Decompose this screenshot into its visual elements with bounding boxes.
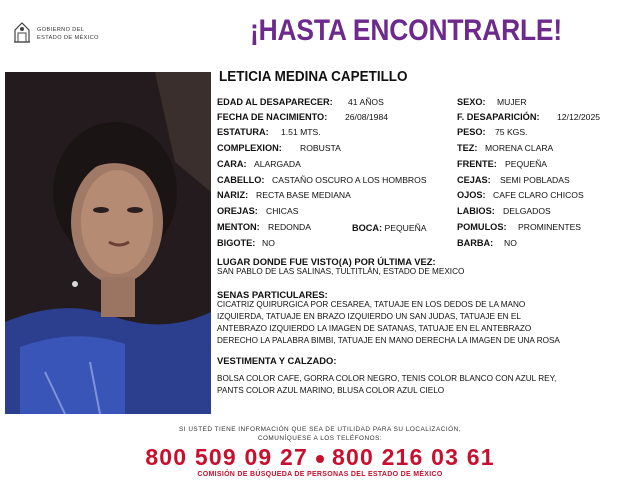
field-hair-label: CABELLO: bbox=[217, 175, 265, 185]
field-beard bbox=[457, 238, 517, 248]
field-cheekbones bbox=[457, 222, 582, 232]
field-cheekbones-value: PROMINENTES bbox=[518, 222, 582, 232]
field-ears-label: OREJAS: bbox=[217, 206, 258, 216]
field-face bbox=[217, 159, 301, 169]
field-mouth-label: BOCA: bbox=[352, 223, 383, 233]
field-disappearance-date-label: F. DESAPARICIÓN: bbox=[457, 112, 540, 122]
field-weight bbox=[457, 127, 528, 137]
field-weight-value: 75 KGS. bbox=[495, 127, 528, 137]
field-skin-tone-value: MORENA CLARA bbox=[485, 143, 554, 153]
field-beard-label: BARBA: bbox=[457, 238, 494, 248]
field-mustache bbox=[217, 238, 275, 248]
field-nose bbox=[217, 190, 351, 200]
field-age-value: 41 AÑOS bbox=[348, 97, 384, 107]
portrait-illustration bbox=[5, 72, 211, 414]
field-face-label: CARA: bbox=[217, 159, 247, 169]
marks-line: CICATRIZ QUIRURGICA POR CESAREA, TATUAJE EN LOS DEDOS DE LA MANO bbox=[217, 300, 526, 309]
field-mouth-value: PEQUEÑA bbox=[384, 223, 427, 233]
person-name: LETICIA MEDINA CAPETILLO bbox=[219, 69, 408, 85]
field-age bbox=[217, 97, 384, 107]
field-beard-value: NO bbox=[504, 238, 517, 248]
field-lips-label: LABIOS: bbox=[457, 206, 495, 216]
field-eyebrows bbox=[457, 175, 570, 185]
field-forehead-label: FRENTE: bbox=[457, 159, 497, 169]
commission-name: COMISIÓN DE BÚSQUEDA DE PERSONAS DEL ESTADO DE MÉXICO bbox=[197, 471, 443, 478]
field-face-value: ALARGADA bbox=[254, 159, 301, 169]
field-birthdate-label: FECHA DE NACIMIENTO: bbox=[217, 112, 328, 122]
field-chin-value: REDONDA bbox=[268, 222, 311, 232]
field-skin-tone-label: TEZ: bbox=[457, 143, 478, 153]
phone-number-2[interactable]: 800 216 03 61 bbox=[332, 444, 495, 470]
government-name-line1: GOBIERNO DEL bbox=[37, 27, 85, 33]
field-eyebrows-label: CEJAS: bbox=[457, 175, 491, 185]
field-build bbox=[217, 143, 341, 153]
field-disappearance-date bbox=[457, 112, 601, 122]
field-chin bbox=[217, 222, 311, 232]
field-birthdate-value: 26/08/1984 bbox=[345, 112, 389, 122]
field-build-label: COMPLEXION: bbox=[217, 143, 282, 153]
clothing-line: BOLSA COLOR CAFE, GORRA COLOR NEGRO, TENIS COLOR BLANCO CON AZUL REY, bbox=[217, 374, 557, 383]
field-cheekbones-label: POMULOS: bbox=[457, 222, 507, 232]
marks-line: DERECHO LA PALABRA BIMBI, TATUAJE EN MANO DERECHA LA IMAGEN DE UNA ROSA bbox=[217, 336, 560, 345]
contact-info-line1: SI USTED TIENE INFORMACIÓN QUE SEA DE UTILIDAD PARA SU LOCALIZACIÓN, bbox=[179, 426, 461, 433]
missing-person-photo bbox=[5, 72, 211, 414]
last-seen-location: SAN PABLO DE LAS SALINAS, TULTITLÁN, ESTADO DE MEXICO bbox=[217, 267, 465, 276]
field-birthdate bbox=[217, 112, 389, 122]
field-hair-value: CASTAÑO OSCURO A LOS HOMBROS bbox=[272, 175, 427, 185]
field-mustache-label: BIGOTE: bbox=[217, 238, 256, 248]
contact-info-line2: COMUNÍQUESE A LOS TELÉFONOS: bbox=[257, 435, 383, 442]
field-skin-tone bbox=[457, 143, 554, 153]
field-build-value: ROBUSTA bbox=[300, 143, 341, 153]
marks-line: IZQUIERDA, TATUAJE EN BRAZO IZQUIERDO UN SAN JUDAS, TATUAJE EN EL bbox=[217, 312, 521, 321]
field-mouth bbox=[352, 223, 427, 233]
field-sex-label: SEXO: bbox=[457, 97, 486, 107]
field-height-label: ESTATURA: bbox=[217, 127, 269, 137]
field-eyes-value: CAFE CLARO CHICOS bbox=[493, 190, 584, 200]
phone-number-1[interactable]: 800 509 09 27 bbox=[145, 444, 308, 470]
field-ears-value: CHICAS bbox=[266, 206, 299, 216]
government-name-line2: ESTADO DE MÉXICO bbox=[37, 35, 99, 41]
field-nose-value: RECTA BASE MEDIANA bbox=[256, 190, 351, 200]
separator-dot-icon bbox=[316, 455, 324, 463]
field-chin-label: MENTON: bbox=[217, 222, 260, 232]
government-logo bbox=[10, 18, 110, 48]
field-height-value: 1.51 MTS. bbox=[281, 127, 321, 137]
field-ears bbox=[217, 206, 299, 216]
field-forehead bbox=[457, 159, 548, 169]
field-sex-value: MUJER bbox=[497, 97, 527, 107]
field-weight-label: PESO: bbox=[457, 127, 486, 137]
field-forehead-value: PEQUEÑA bbox=[505, 159, 548, 169]
marks-line: ANTEBRAZO IZQUIERDO LA IMAGEN DE SATANAS, TATUAJE EN EL ANTEBRAZO bbox=[217, 324, 532, 333]
distinguishing-marks-heading: SENAS PARTICULARES: bbox=[217, 289, 328, 300]
clothing-heading: VESTIMENTA Y CALZADO: bbox=[217, 355, 337, 366]
clothing-line: PANTS COLOR AZUL MARINO, BLUSA COLOR AZUL CIELO bbox=[217, 386, 445, 395]
last-seen-heading: LUGAR DONDE FUE VISTO(A) POR ÚLTIMA VEZ: bbox=[217, 256, 436, 267]
field-eyes bbox=[457, 190, 584, 200]
field-eyebrows-value: SEMI POBLADAS bbox=[500, 175, 570, 185]
field-disappearance-date-value: 12/12/2025 bbox=[557, 112, 601, 122]
field-mustache-value: NO bbox=[262, 238, 275, 248]
state-seal-icon bbox=[12, 20, 32, 44]
field-hair bbox=[217, 175, 427, 185]
field-lips-value: DELGADOS bbox=[503, 206, 551, 216]
phone-numbers bbox=[0, 444, 640, 471]
field-nose-label: NARIZ: bbox=[217, 190, 249, 200]
headline: ¡HASTA ENCONTRARLE! bbox=[250, 14, 562, 47]
field-eyes-label: OJOS: bbox=[457, 190, 486, 200]
field-age-label: EDAD AL DESAPARECER: bbox=[217, 97, 333, 107]
field-sex bbox=[457, 97, 527, 107]
field-lips bbox=[457, 206, 551, 216]
field-height bbox=[217, 127, 321, 137]
